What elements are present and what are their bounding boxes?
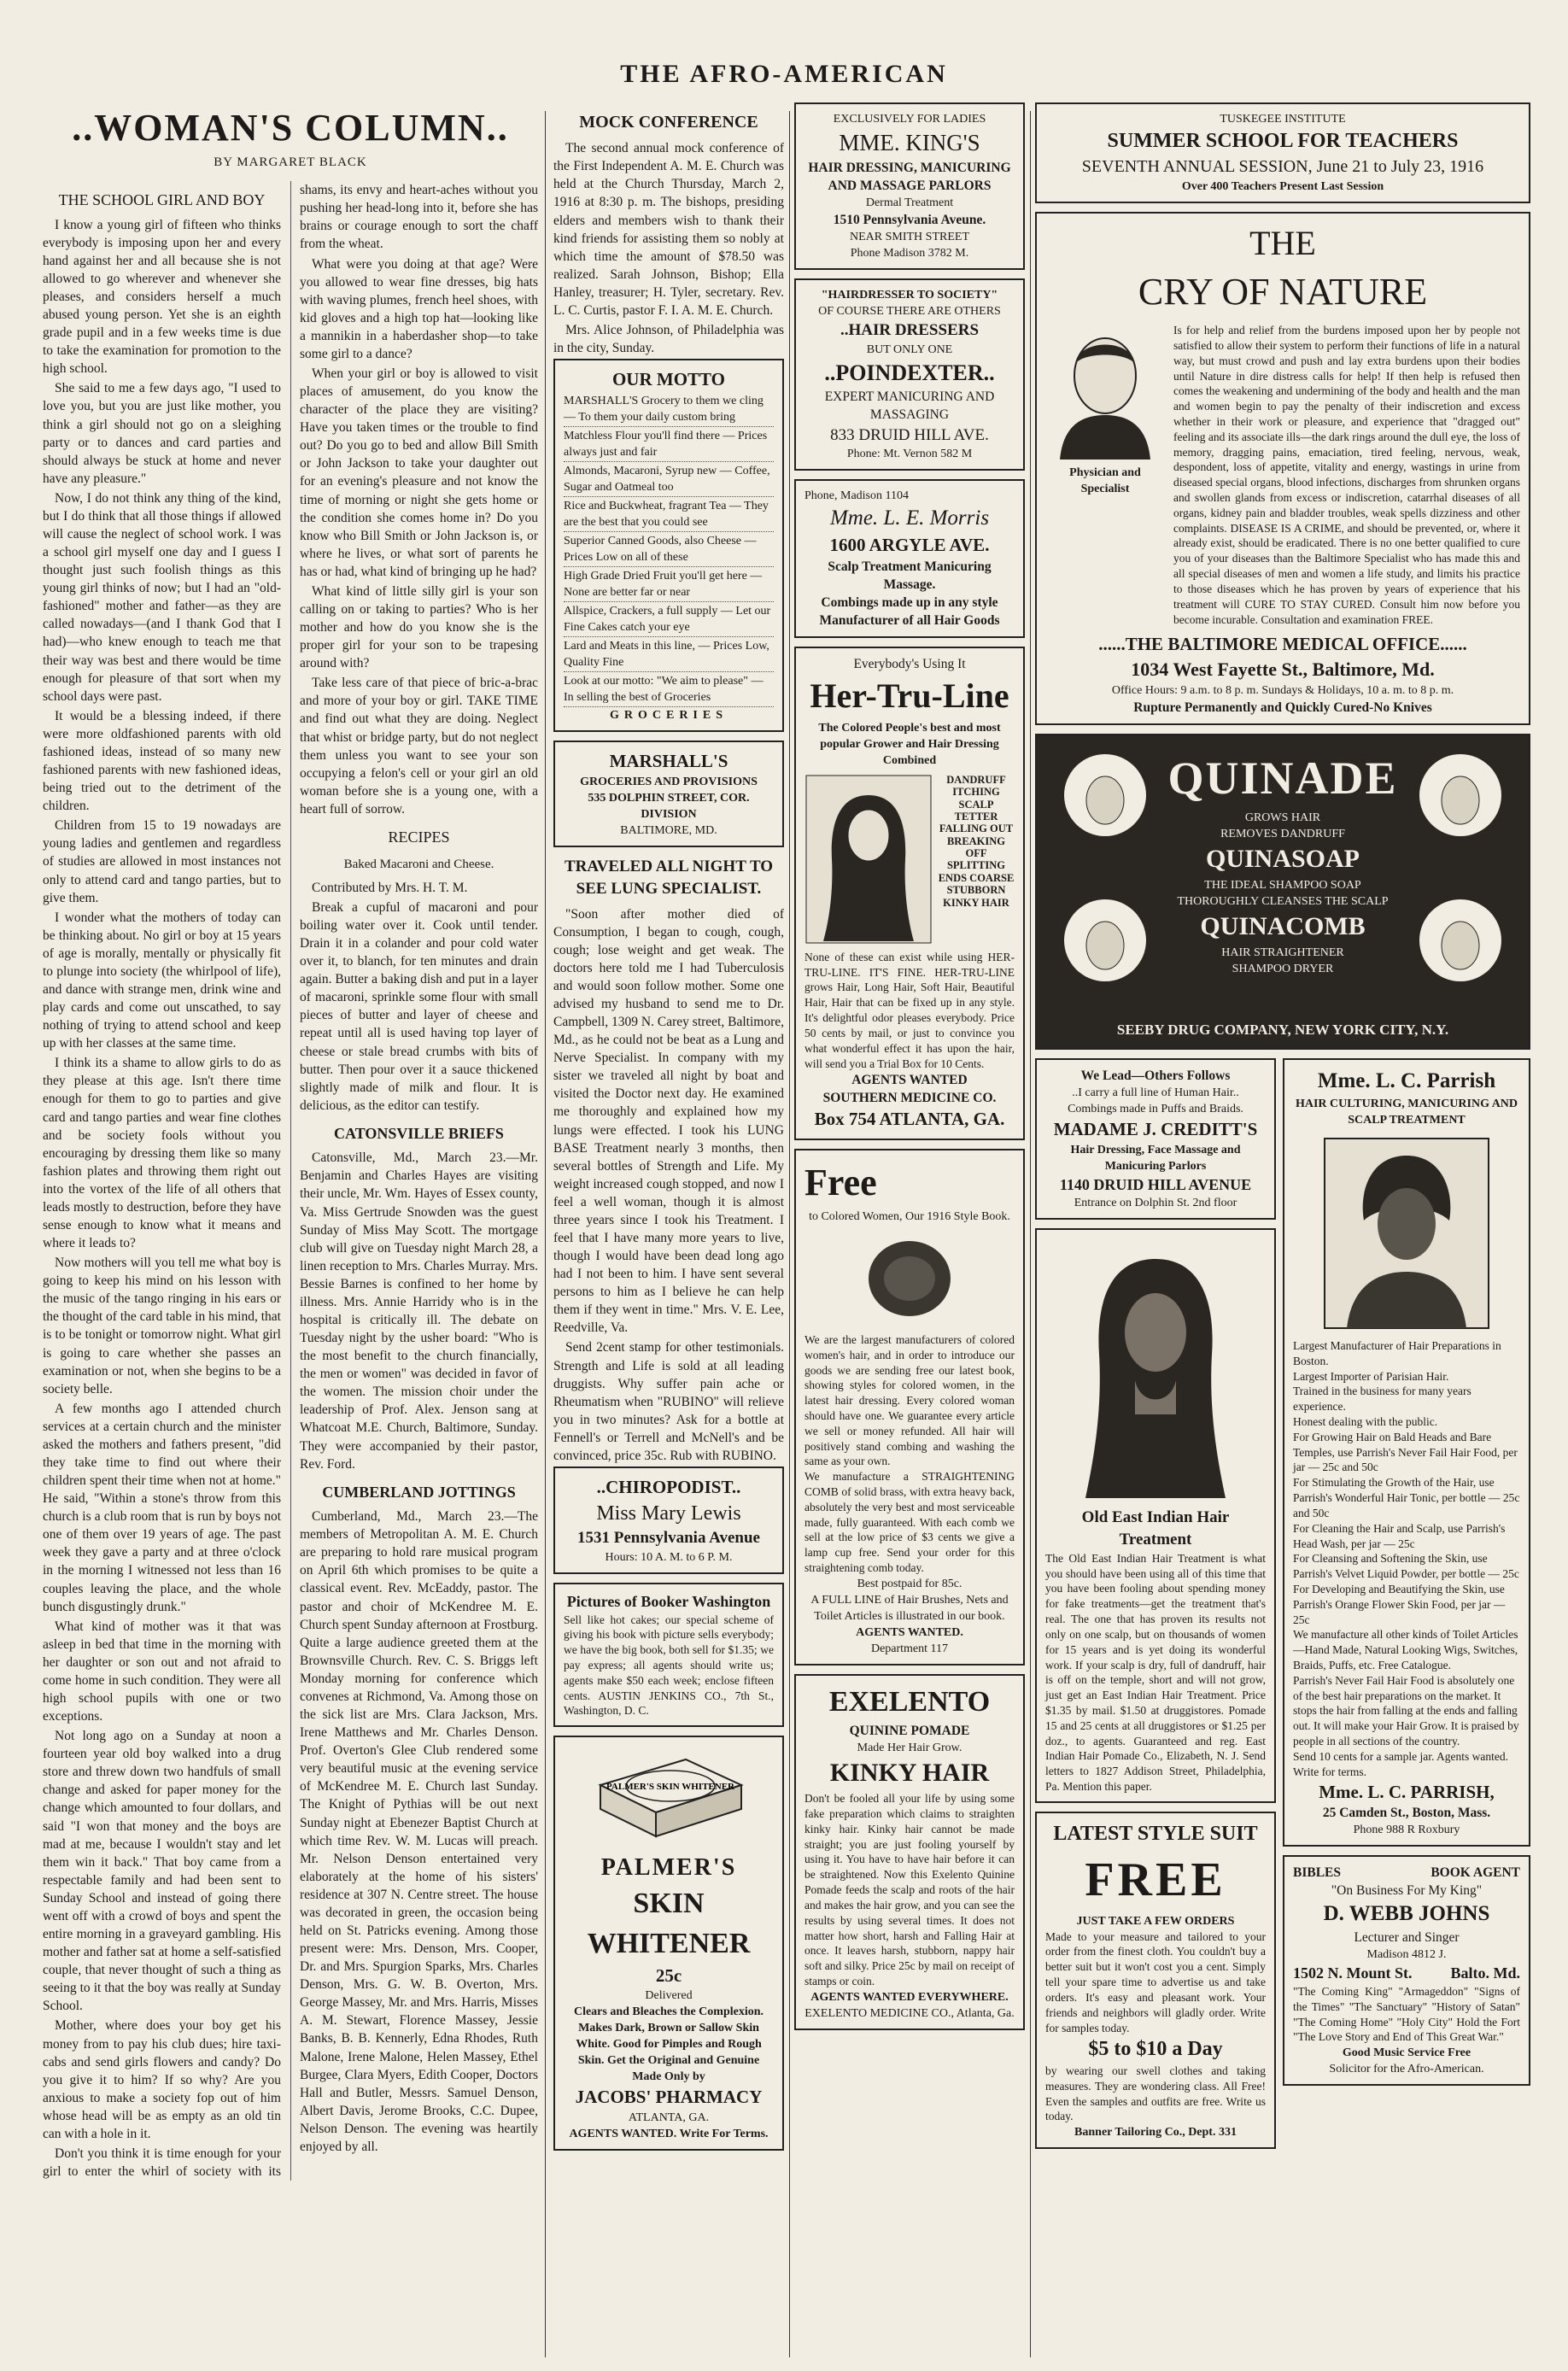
east-indian-ad <box>1035 1228 1276 1803</box>
lung-tail: Send 2cent stamp for other testimonials. Strength and Life is sold at all leading druggists. Why suffer pain ache or Rheumatism when "RUBINO" will relieve you in two minutes? Ask for a bottle at Fennell's or Terrell and McNell's and be convinced, price 35c. Rub with RUBINO. <box>553 1340 784 1463</box>
chiropodist-heading: ..CHIROPODIST.. <box>596 1477 741 1498</box>
physician-caption: Physician and Specialist <box>1069 466 1141 496</box>
free-agents: AGENTS WANTED. <box>856 1625 963 1639</box>
johns-solicitor: Solicitor for the Afro-American. <box>1329 2063 1484 2076</box>
morris-address: 1600 ARGYLE AVE. <box>829 535 990 556</box>
hertruline-box: Box 754 ATLANTA, GA. <box>814 1109 1005 1130</box>
palmers-price: 25c <box>655 1964 682 1986</box>
column-rule <box>789 111 790 2357</box>
exelento-sub2: Made Her Hair Grow. <box>857 1742 962 1755</box>
column-rule <box>545 111 546 2357</box>
parrish-item: Largest Importer of Parisian Hair. <box>1293 1369 1449 1383</box>
morris-line4: Manufacturer of all Hair Goods <box>819 613 1000 629</box>
chiropodist-name: Miss Mary Lewis <box>596 1502 741 1525</box>
paragraph: She said to me a few days ago, "I used to love you, but you are just like mother, you think a girl should not go on a sleighing party or to dances and card parties and should always be stuck at home and never have any pleasure." <box>43 381 281 486</box>
free-dept: Department 117 <box>870 1642 949 1656</box>
column-six-lower <box>1283 1058 1530 2157</box>
exelento-ad <box>794 1674 1025 2030</box>
poindexter-phone: Phone: Mt. Vernon 582 M <box>846 448 973 461</box>
poindexter-name: ..POINDEXTER.. <box>824 360 995 385</box>
parrish-sig: Mme. L. C. PARRISH, <box>1319 1781 1495 1802</box>
cry-of-nature-ad <box>1035 212 1530 725</box>
palmers-price-note: Delivered <box>645 1989 693 2003</box>
east-indian-text: The Old East Indian Hair Treatment is what you should have been using all of this time that you have been fooling about spending money for fake treatments—get the treatment that's real. The one that has proven its results not only on one scalp, but on thousands of women for 15 years and is yet doing its wonderful work. If your scalp is dry, full of dandruff, hair is off on the temple, short and will not grow, just get an East Indian Hair Treatment. Price $1.35 by mail. $1.50 at druggistores. Pomade 15 and 25 cents at all druggistores or $1.25 per doz., to agents. Guaranteed and reg. East Indian Hair Pomade Co., Elizabeth, N. J. Send letters to 1827 Addison Street, Philadelphia, Pa. Mention this paper. <box>1045 1551 1266 1793</box>
mme-king-name: MME. KING'S <box>839 130 980 156</box>
parrish-item: Parrish's Never Fail Hair Food is absolutely one of the best hair preparations on the market. It stops the hair from falling at the ends and falling out. It will make your Hair Grow. It is praised by people in all sections of the country. <box>1293 1673 1519 1748</box>
johns-name: D. WEBB JOHNS <box>1323 1902 1490 1926</box>
tuskegee-line1: TUSKEGEE INSTITUTE <box>1220 113 1346 126</box>
paragraph: I wonder what the mothers of today can be thinking about. No girl or boy at 15 years of age is morally, mentally or physically fit to plunge into society (the whirlpool of life), and dance with strange men, drink wine and play cards and come out unscathed, to say nothing of trying to attend school and keep up with her classes at the same time. <box>43 910 281 1051</box>
parrish-phone: Phone 988 R Roxbury <box>1353 1824 1460 1837</box>
free-price: Best postpaid for 85c. <box>857 1577 962 1590</box>
exelento-company: EXELENTO MEDICINE CO., Atlanta, Ga. <box>804 2006 1015 2020</box>
washington-ad <box>553 1583 784 1727</box>
cry-rupture: Rupture Permanently and Quickly Cured-No Knives <box>1133 700 1432 715</box>
palmers-title: SKIN WHITENER <box>587 1888 751 1959</box>
tuskegee-line2: SUMMER SCHOOL FOR TEACHERS <box>1107 130 1459 153</box>
motto-row: Superior Canned Goods, also Cheese — Prices Low on all of these <box>564 532 774 567</box>
parrish-item: Honest dealing with the public. <box>1293 1415 1438 1429</box>
parrish-ad <box>1283 1058 1530 1847</box>
hertruline-text: None of these can exist while using HER-TRU-LINE. IT'S FINE. HER-TRU-LINE grows Hair, Long Hair, Soft Hair, Beautiful Hair, Hair that can be fixed up in any style. It's delightful odor pleases everybody. Price 50 cents by mail, or just to convince you what wonderful effect it has upon the hair, will send you a Trial Box for 10 Cents. <box>804 950 1015 1070</box>
cumberland-text: Cumberland, Md., March 23.—The members of Metropolitan A. M. E. Church are preparing to hold rare musical program on April 6th which promises to be quite a classical event. Rev. McEaddy, pastor. The pastor and choir of McKendree M. E. Church spent Sunday afternoon at Frostburg. Quite a large audience greeted them at the Brownsville Church. Rev. C. S. Briggs left Monday morning for conference which convenes at Richmond, Va. Among those on the sick list are Mrs. Clara Jackson, Mrs. Irene Matthews and Mr. Charles Denson. Prof. Overton's Glee Club rendered some very beautiful music at the evening service of McKendree M. E. Church last Sunday. The Knight of Pythias will be out next Sunday night at Ebenezer Baptist Church at which time Rev. W. M. Lucas will preach. Mr. Nelson Denson entertained very elaborately at the home of his sisters' residence at 307 N. Centre street. The house was decorated in green, the occasion being held on St. Patricks evening. Among those present were: Mrs. Denson, Mrs. Cooper, Dr. and Mrs. Spurgion Sparks, Mrs. Charles Denson, Mrs. G. W. B. Overton, Mrs. George Massey, Mr. and Mrs. Harris, Misses A. M. Stewart, Florence Massey, Jessie Banks, B. B. Kennerly, Edna Rhodes, Ruth Malone, Irene Malone, Helen Massey, Ethel Burgee, Clara Myers, Edith Cooper, Doctors Hall and Butler, Messrs. Samuel Denson, Albert Davis, Jerome Brooks, C.C. Dupee, Nelson Denson. The evening was heartily enjoyed by all. <box>300 1509 538 2154</box>
poindexter-ad <box>794 278 1025 471</box>
marshalls-city: BALTIMORE, MD. <box>620 823 717 837</box>
paragraph: It would be a blessing indeed, if there were more oldfashioned parents with old fashioned ideas, instead of so many new fashioned parents with new fashioned ideas, being tried out to the detriment of the children. <box>43 708 281 814</box>
parrish-item: Largest Manufacturer of Hair Preparations in Boston. <box>1293 1338 1501 1367</box>
creditt-entrance: Entrance on Dolphin St. 2nd floor <box>1074 1197 1237 1210</box>
cry-line2: CRY OF NATURE <box>1138 271 1428 313</box>
parrish-line1: HAIR CULTURING, MANICURING AND SCALP TREATMENT <box>1295 1097 1518 1127</box>
paragraph: What kind of mother was it that was asleep in bed that time in the morning with her daughter or son out and not afraid to come home in such condition. They were all high school pupils with one or two exceptions. <box>43 1619 281 1724</box>
mock-conference-note: Mrs. Alice Johnson, of Philadelphia was in the city, Sunday. <box>553 322 784 356</box>
marshalls-ad <box>553 741 784 847</box>
suit-ad <box>1035 1812 1276 2149</box>
parrish-item: For Stimulating the Growth of the Hair, use Parrish's Wonderful Hair Tonic, per bottle — 25c and 50c <box>1293 1476 1520 1519</box>
mme-king-near: NEAR SMITH STREET <box>850 231 969 244</box>
johns-left: BIBLES <box>1293 1865 1342 1881</box>
chiropodist-ad <box>553 1467 784 1574</box>
hertruline-ad <box>794 647 1025 1140</box>
paragraph: I think its a shame to allow girls to do as they please at this age. Isn't there time enough for them to go to parties and give card and tango parties and wear fine clothes and be society fools without you encouraging by dressing them like so many fashion plates and throwing them right out into the vortex of the life of all others that leads mostly to destruction, before they have sense enough to know what it means and where it leads to? <box>43 1056 281 1251</box>
parrish-item: For Developing and Beautifying the Skin, use Parrish's Orange Flower Skin Food, per jar — 25c <box>1293 1582 1506 1626</box>
marshalls-line: GROCERIES AND PROVISIONS <box>580 775 758 788</box>
skin-whitener-tin-illustration <box>583 1751 754 1845</box>
tin-label: PALMER'S SKIN WHITENER <box>606 1782 734 1793</box>
paragraph: What were you doing at that age? Were you allowed to wear fine dresses, big hats with waving plumes, french heel shoes, with kid gloves and a high top hat—looking like a mannikin in a haberdasher shop—to take some girl to a dance? <box>300 256 538 361</box>
poindexter-line5: EXPERT MANICURING AND MASSAGING <box>824 389 995 423</box>
motto-rows <box>564 392 774 708</box>
johns-address-row <box>1293 1963 1520 1983</box>
suit-company: Banner Tailoring Co., Dept. 331 <box>1074 2126 1237 2140</box>
quinade-line4: THOROUGHLY CLEANSES THE SCALP <box>1177 895 1389 909</box>
column-four <box>794 102 1025 2357</box>
exelento-heading: EXELENTO <box>828 1686 991 1718</box>
quinade-line5: HAIR STRAIGHTENER <box>1221 946 1344 960</box>
recipes-heading: RECIPES <box>388 828 450 846</box>
creditt-name: MADAME J. CREDITT'S <box>1053 1119 1258 1140</box>
column-three <box>553 102 784 2357</box>
motto-row: High Grade Dried Fruit you'll get here — None are better far or near <box>564 567 774 602</box>
poindexter-line2: OF COURSE THERE ARE OTHERS <box>818 305 1001 319</box>
morris-name: Mme. L. E. Morris <box>829 506 990 530</box>
suit-note: JUST TAKE A FEW ORDERS <box>1076 1914 1235 1928</box>
parrish-item: Send 10 cents for a sample jar. Agents wanted. Write for terms. <box>1293 1749 1508 1778</box>
creditt-ad <box>1035 1058 1276 1220</box>
paragraph: Don't you think it is time enough for your girl to enter the whirl of society with its shams, its envy and heart-aches without you pushing her head-long into it, before she has brains or courage enough to sort the chaff from the wheat. <box>43 183 538 2180</box>
johns-line2: Lecturer and Singer <box>1354 1930 1460 1946</box>
paragraph: Now mothers will you tell me what boy is going to keep his mind on his lesson with the music of the tango ringing in his ears or the thought of the card table in his mind, that is to be tonight or tomorrow night. What girl is going to care whether she passes an examination or not, when she begins to be a society belle. <box>43 1256 281 1396</box>
chiropodist-hours: Hours: 10 A. M. to 6 P. M. <box>605 1551 733 1565</box>
physician-portrait-illustration <box>1050 323 1161 460</box>
catonsville-heading: CATONSVILLE BRIEFS <box>334 1124 504 1142</box>
physician-portrait <box>1045 323 1165 627</box>
cry-body-row <box>1045 323 1520 627</box>
exelento-text: Don't be fooled all your life by using some fake preparation which claims to straighten kinky hair. Kinky hair cannot be made straight; you are just fooling yourself by using it. You have to have hair before it can be straightened. Now this Exelento Quinine Pomade feeds the scalp and roots of the hair and makes the hair grow, and you can see the results by using several times. It does not matter how short, harsh and Falling Hair at once. It leaves harsh, stubborn, nappy hair soft and silky. Price 25c by mail on receipt of stamps or coin. <box>804 1792 1015 1988</box>
palmers-agents: AGENTS WANTED. Write For Terms. <box>569 2128 769 2141</box>
cry-office: ......THE BALTIMORE MEDICAL OFFICE...... <box>1098 634 1467 655</box>
johns-line1: "On Business For My King" <box>1331 1883 1483 1899</box>
exelento-agents: AGENTS WANTED EVERYWHERE. <box>810 1990 1009 2004</box>
parrish-name: Mme. L. C. Parrish <box>1317 1068 1496 1092</box>
chiropodist-address: 1531 Pennsylvania Avenue <box>577 1529 760 1548</box>
palmers-maker: JACOBS' PHARMACY <box>575 2087 763 2108</box>
womans-column-byline: BY MARGARET BLACK <box>214 155 367 169</box>
mme-king-ad <box>794 102 1025 270</box>
suit-pay: $5 to $10 a Day <box>1088 2038 1223 2061</box>
paragraph: A few months ago I attended church services at a certain church and the minister asked the mothers and fathers present, "did they take time to find out where their children spent their time when not at home." He said, "Within a stone's throw from this church is a club room that is run by boys not one of them over 19 years of age. The past week they gave a party and at three o'clock in the morning I witnessed not less than 16 couples leaving the place, and the whole bunch disgustingly drunk." <box>43 1401 281 1614</box>
parrish-address: 25 Camden St., Boston, Mass. <box>1322 1806 1491 1821</box>
tuskegee-line4: Over 400 Teachers Present Last Session <box>1181 179 1384 193</box>
free-heading: Free <box>804 1162 877 1204</box>
washington-heading: Pictures of Booker Washington <box>566 1593 771 1611</box>
motto-row: Lard and Meats in this line, — Prices Low, Quality Fine <box>564 637 774 672</box>
mme-king-line2: HAIR DRESSING, MANICURING AND MASSAGE PARLORS <box>808 160 1011 193</box>
motto-row: Look at our motto: "We aim to please" — In selling the best of Groceries <box>564 672 774 707</box>
paragraph: Mother, where does your boy get his money from to pay his club dues; hire taxi-cabs and send girls flowers and candy? Do you give it to him? If so why? Are you anxious to make a society fop out of him whose head will be as empty as an old tin can with a hole in it. <box>43 2018 281 2141</box>
johns-city: Balto. Md. <box>1450 1964 1520 1982</box>
mme-king-address: 1510 Pennsylvania Aveune. <box>833 212 986 227</box>
suit-free: FREE <box>1085 1853 1226 1907</box>
morris-line2: Massage. <box>883 577 936 593</box>
woman-long-hair-illustration <box>1062 1244 1249 1500</box>
quinade-company: SEEBY DRUG COMPANY, NEW YORK CITY, N.Y. <box>1116 1021 1449 1038</box>
suit-text: Made to your measure and tailored to your order from the finest cloth. You couldn't buy a better suit but it won't cost you a cent. Simply tell your spare time to advertise us and take orders. It's easy and pleasant work. Your friends and neighbors will gladly order. Write for samples today. <box>1045 1929 1266 2034</box>
marshalls-address: 535 DOLPHIN STREET, COR. DIVISION <box>588 791 750 821</box>
womans-column-title: ..WOMAN'S COLUMN.. <box>72 107 509 149</box>
motto-row: MARSHALL'S Grocery to them we cling — To them your daily custom bring <box>564 392 774 427</box>
quinacomb-name: QUINACOMB <box>1200 912 1366 941</box>
free-intro: to Colored Women, Our 1916 Style Book. <box>809 1209 1010 1223</box>
motto-side-letters: GROCERIES <box>609 709 728 723</box>
paragraph: Take less care of that piece of bric-a-brac and more of your boy or girl. TAKE TIME and find out what they are doing. Neglect that whist or bridge party, but do not neglect them unless you want to see your son occupying a felon's cell or your girl an old woman before she is a young one, with a heart full of sorrow. <box>300 676 538 817</box>
lung-heading: TRAVELED ALL NIGHT TO SEE LUNG SPECIALIST. <box>564 857 774 898</box>
tuskegee-ad <box>1035 102 1530 203</box>
cry-address: 1034 West Fayette St., Baltimore, Md. <box>1131 658 1435 680</box>
suit-heading: LATEST STYLE SUIT <box>1053 1822 1258 1845</box>
morris-ad <box>794 479 1025 638</box>
johns-header <box>1293 1864 1520 1882</box>
parrish-item: For Growing Hair on Bald Heads and Bare Temples, use Parrish's Never Fail Hair Food, per jar — 25c and 50c <box>1293 1430 1518 1474</box>
poindexter-line3: ..HAIR DRESSERS <box>840 321 980 340</box>
motto-row: Rice and Buckwheat, fragrant Tea — They are the best that you could see <box>564 497 774 532</box>
paragraph: When your girl or boy is allowed to visit places of amusement, do you know the character of the place they are visiting? Have you taken times or the trouble to find out? Do you go to bed and allow Bill Smith or John Jackson to take your daughter out for an evening's pleasure and not know the time of morning or night she gets home or the condition she comes home in? Do you know who Bill Smith or John Jackson is, or where he lives, or what sort of parents he has or had, what kind of bringing up he had? <box>300 366 538 579</box>
masthead: THE AFRO-AMERICAN <box>620 60 948 88</box>
exelento-sub: QUININE POMADE <box>849 1724 970 1739</box>
cry-line1: THE <box>1249 223 1316 262</box>
hertruline-line1: Everybody's Using It <box>853 657 966 672</box>
palmers-text: Clears and Bleaches the Complexion. Makes Dark, Brown or Sallow Skin White. Good for Pimples and Rough Skin. Get the Original and Genuine Made Only by <box>573 2005 764 2084</box>
paragraph: What kind of little silly girl is your son calling on or taking to parties? Who is her mother and how do you know she is the proper girl for your son to be trapesing around with? <box>300 583 538 671</box>
our-motto-ad <box>553 359 784 732</box>
motto-row: Matchless Flour you'll find there — Prices always just and fair <box>564 427 774 462</box>
woman-long-hair-illustration <box>804 774 933 945</box>
recipe-contributor: Contributed by Mrs. H. T. M. <box>312 880 468 895</box>
cumberland-heading: CUMBERLAND JOTTINGS <box>322 1483 516 1501</box>
parrish-list <box>1293 1338 1520 1780</box>
mme-king-phone: Phone Madison 3782 M. <box>850 247 969 261</box>
free-straightener: We manufacture a STRAIGHTENING COMB of solid brass, with extra heavy back, absolutely the very best and most serviceable made, fully guaranteed. With each comb we sell at the low price of $3 cents we give a lamp cup free. Send your order for this straightening comb today. <box>804 1470 1015 1575</box>
hertruline-line2: The Colored People's best and most popular Grower and Hair Dressing Combined <box>818 721 1001 767</box>
paragraph: Children from 15 to 19 nowadays are young ladies and gentlemen and regardless of studies are allowed in most instances not only to attend card and tango parties, but to give them. <box>43 818 281 905</box>
morris-line1: Scalp Treatment Manicuring <box>828 559 992 574</box>
motto-row: Allspice, Crackers, a full supply — Let our Fine Cakes catch your eye <box>564 602 774 637</box>
hertruline-name: Her-Tru-Line <box>810 676 1009 716</box>
johns-address: 1502 N. Mount St. <box>1293 1964 1413 1982</box>
exelento-kinky: KINKY HAIR <box>829 1759 990 1788</box>
paragraph: I know a young girl of fifteen who thinks everybody is imposing upon her and every hand against her and all because she is not allowed to go wherever and whenever she pleases, and considers herself a much abused young person. Yet she is an eighth grade pupil and in a few weeks time is due to take the examination for promotion to the high school. <box>43 217 281 377</box>
johns-books: "The Coming King" "Armageddon" "Signs of the Times" "The Sanctuary" "History of Satan" "The Coming Home" "Holy City" Hold the Fort "The Love Story and End of This Great War." <box>1293 1984 1520 2044</box>
palmers-city: ATLANTA, GA. <box>628 2111 710 2125</box>
johns-right: BOOK AGENT <box>1431 1865 1520 1881</box>
our-motto-heading: OUR MOTTO <box>611 369 726 390</box>
column-rule <box>1030 111 1031 2357</box>
creditt-line2: ..I carry a full line of Human Hair.. <box>1072 1086 1239 1099</box>
cry-hours: Office Hours: 9 a.m. to 8 p. m. Sundays & Holidays, 10 a. m. to 8 p. m. <box>1111 683 1454 697</box>
marshalls-name: MARSHALL'S <box>609 751 728 772</box>
cry-text: Is for help and relief from the burdens imposed upon her by people not satisfied to allow their system to perform their functions of life in a natural way, but must crowd and push and lay extra burdens upon their bodies until Nature in dire distress calls for help! If then help is refused then comes the weakening and undermining of the body and health and the man and women begin to pay the penalty of their indiscretion and excess whether in their work or pleasure, and experience that "dragged out" feeling and its associate ills—the dark rings around the dull eye, the loss of memory, dragging pains, emaciation, tired feeling, nervous, weak, despondent, loss of appetite, vitality and energy, wastings in urine from diseased special organs, blood infections, discharges from shrunken organs and swollen glands from excess or indiscretion, catarrhal diseases of all organs, kidney pain and bladder troubles, weak spells dizziness and other complaints. DISEASE IS A CRIME, and should be prevented, or, where it already exist, should be eradicated. There is no one better qualified to cure you of your diseases than the Baltimore Specialist who has made this and all special diseases of men and women a life study, and limits his practice to those diseases which he has proven by years of experience that his treatment will CURE TO STAY CURED. Consult him now before you become incurable. Consultation and examination FREE. <box>1173 324 1520 626</box>
johns-phone: Madison 4812 J. <box>1366 1948 1447 1962</box>
parrish-item: For Cleansing and Softening the Skin, use Parrish's Velvet Liquid Powder, per bottle — 25c <box>1293 1552 1519 1581</box>
free-text: We are the largest manufacturers of colored women's hair, and in order to introduce our goods we are sending free our latest book, showing styles for colored women, in the latest hair dressing. Every colored woman should have one. We guarantee every article we sell or money refunded. All hair will positively stand combing and washing the same as your own. <box>804 1332 1015 1468</box>
quinade-text <box>1148 747 1418 977</box>
poindexter-line1: "HAIRDRESSER TO SOCIETY" <box>821 289 998 302</box>
catonsville-text: Catonsville, Md., March 23.—Mr. Benjamin and Charles Hayes are visiting their uncle, Mr. Wm. Hayes of Essex county, Va. Miss Gertrude Snowden was the guest Sunday of Miss May Scott. The mortgage club will give on Tuesday night March 28, a linen reception to Mrs. Charles Murray. Mrs. Bessie Barnes is confined to her home by illness. Mrs. Annie Harridy who is in the hospital is critically ill. The debate on Tuesday night by the usher board: "Who is the most benefit to the church financially, the men or women" was decided in favor of the women. The mission choir under the leadership of Prof. Alex. Jenson sang at Whatcoat M.E. Church, Baltimore, Sunday. They were accompanied by their pastor, Rev. Ford. <box>300 1150 538 1472</box>
parrish-portrait-illustration <box>1321 1135 1492 1332</box>
morris-line3: Combings made up in any style <box>821 595 998 611</box>
palmers-brand: PALMER'S <box>600 1854 737 1882</box>
creditt-line1: We Lead—Others Follows <box>1080 1068 1231 1083</box>
east-indian-heading: Old East Indian Hair Treatment <box>1081 1508 1230 1548</box>
free-line: A FULL LINE of Hair Brushes, Nets and Toilet Articles is illustrated in our book. <box>810 1593 1009 1623</box>
mock-conference-text: The second annual mock conference of the First Independent A. M. E. Church was held at the Church Thursday, March 2, 1916 at 8:30 p. m. The bishops, presiding elders and members wish to thank their kind friends for assisting them so nobly at which time the amount of $78.50 was realized. Sarah Johnson, Bishop; Ella Hanley, treasurer; H. Tyler, secretary. Rev. L. C. Curtis, pastor F. I. A. M. E. Church. <box>553 141 784 318</box>
johns-goods: Good Music Service Free <box>1342 2046 1471 2060</box>
mme-king-line3: Dermal Treatment <box>865 196 954 209</box>
quinade-line1: GROWS HAIR <box>1244 811 1321 825</box>
quinade-name: QUINADE <box>1167 752 1398 804</box>
johns-ad <box>1283 1855 1530 2086</box>
lower-right-columns <box>1035 1058 1530 2157</box>
mme-king-line1: EXCLUSIVELY FOR LADIES <box>833 113 986 126</box>
hertruline-company: SOUTHERN MEDICINE CO. <box>822 1091 997 1106</box>
hertruline-agents: AGENTS WANTED <box>851 1073 968 1088</box>
washington-text: Sell like hot cakes; our special scheme of giving his book with picture sells everybody; we have the big book, both sell for $1.35; we pay express; all agents should write us; agents make $50 each week; enclose fifteen cents. AUSTIN JENKINS CO., 7th St., Washington, D. C. <box>564 1613 774 1718</box>
paragraph: Not long ago on a Sunday at noon a fourteen year old boy walked into a drug store and threw down two handfuls of small change and asked for paper money for the change which amounted to four dollars, and said "I won that money and the boys are mad at me, because I wouldn't stay and let them win it back." That boy came from a respectable family and had been sent to Sunday School and instead of going there went off with a crowd of boys and spent the entire morning in a graveyard gambling. His mother and father sat at home a self-satisfied couple, that never thought of such a thing as seeing to it that the boy was really at Sunday School. <box>43 1729 281 2014</box>
recipe-text: Break a cupful of macaroni and pour boiling water over it. Cook until tender. Drain it in a colander and pour cold water over it, to blanch, for ten minutes and drain again. Butter a baking dish and put in a layer of macaroni, sprinkle some flour with small pieces of butter and layer of cheese and repeat until all is used having top layer of cheese or stale bread crumbs with bits of butter. Then pour over it a sauce thickened slightly made of milk and flour. It is delicious, as the editor can testify. <box>300 899 538 1113</box>
quinade-line6: SHAMPOO DRYER <box>1232 963 1334 976</box>
morris-phone: Phone, Madison 1104 <box>804 489 909 503</box>
quinade-ad <box>1035 734 1530 1050</box>
recipe-title: Baked Macaroni and Cheese. <box>343 858 494 872</box>
poindexter-address: 833 DRUID HILL AVE. <box>830 425 989 444</box>
hertruline-figure-row <box>804 774 1015 945</box>
school-girl-heading: THE SCHOOL GIRL AND BOY <box>58 191 266 209</box>
tuskegee-line3: SEVENTH ANNUAL SESSION, June 21 to July 23, 1916 <box>1081 156 1484 176</box>
parrish-item: For Cleaning the Hair and Scalp, use Parrish's Head Wash, per jar — 25c <box>1293 1521 1506 1550</box>
motto-row: Almonds, Macaroni, Syrup new — Coffee, Sugar and Oatmeal too <box>564 462 774 497</box>
column-five-six <box>1035 102 1530 2357</box>
womans-column <box>43 102 538 2357</box>
hair-switch-illustration <box>858 1232 961 1326</box>
palmers-ad <box>553 1736 784 2151</box>
free-style-book-ad <box>794 1149 1025 1666</box>
hertruline-side: DANDRUFF ITCHING SCALP TETTER FALLING OUT BREAKING OFF SPLITTING ENDS COARSE STUBBORN KINKY HAIR <box>938 773 1015 909</box>
quinade-line3: THE IDEAL SHAMPOO SOAP <box>1204 879 1361 893</box>
creditt-line4: Hair Dressing, Face Massage and Manicuring Parlors <box>1070 1143 1241 1173</box>
lung-text: "Soon after mother died of Consumption, I began to cough, cough, cough; lose weight and get weak. The doctors here told me I had Tuberculosis and would soon follow mother. Some one advised my husband to send me to Dr. Campbell, 1309 N. Carey street, Baltimore, Md., as he could not be beat as a Lung and Nerve Specialist. In company with my sister we traveled all night by boat and visited the Doctor next day. He examined me thoroughly and explained how my lungs were effected. I took his LUNG BASE Treatment nearly 3 months, then several bottles of Strength and Life. My weight increased cough stopped, and now I feel a well woman, though it is almost three years since I took his Treatment. I feel that I have many more years to live, though I would have been dead long ago had I not been to him. I have sent several persons to him as I believe he can help them if they went in time." Mrs. V. E. Lee, Reedville, Va. <box>553 906 784 1336</box>
creditt-address: 1140 DRUID HILL AVENUE <box>1059 1175 1252 1193</box>
creditt-line3: Combings made in Puffs and Braids. <box>1068 1103 1243 1116</box>
suit-tail: by wearing our swell clothes and taking measures. They are wondering class. All Free! Even the samples and outfits are free. Write us today. <box>1045 2064 1266 2123</box>
column-five-lower <box>1035 1058 1276 2157</box>
quinade-line2: REMOVES DANDRUFF <box>1220 828 1345 841</box>
poindexter-line4: BUT ONLY ONE <box>866 342 953 356</box>
mock-conference-heading: MOCK CONFERENCE <box>579 113 758 132</box>
paragraph: Now, I do not think any thing of the kind, but I do think that all those things if allowed will cause the neglect of school work. I was a school girl myself one day and I guess I thought just such foolish things as this young girl thinks of now; but I had an "old-fashioned" mother and father—as they are called nowadays—(and I thank God that I had)—who knew enough to teach me that their way was best and there would be time enough for pleasure of that sort when my school days were past. <box>43 490 281 704</box>
parrish-item: Trained in the business for many years experience. <box>1293 1385 1471 1414</box>
parrish-item: We manufacture all other kinds of Toilet Articles—Hand Made, Natural Looking Wigs, Switches, Braids, Puffs, etc. Free Catalogue. <box>1293 1628 1518 1672</box>
quinasoap-name: QUINASOAP <box>1205 845 1360 874</box>
womans-column-body <box>43 181 538 2181</box>
